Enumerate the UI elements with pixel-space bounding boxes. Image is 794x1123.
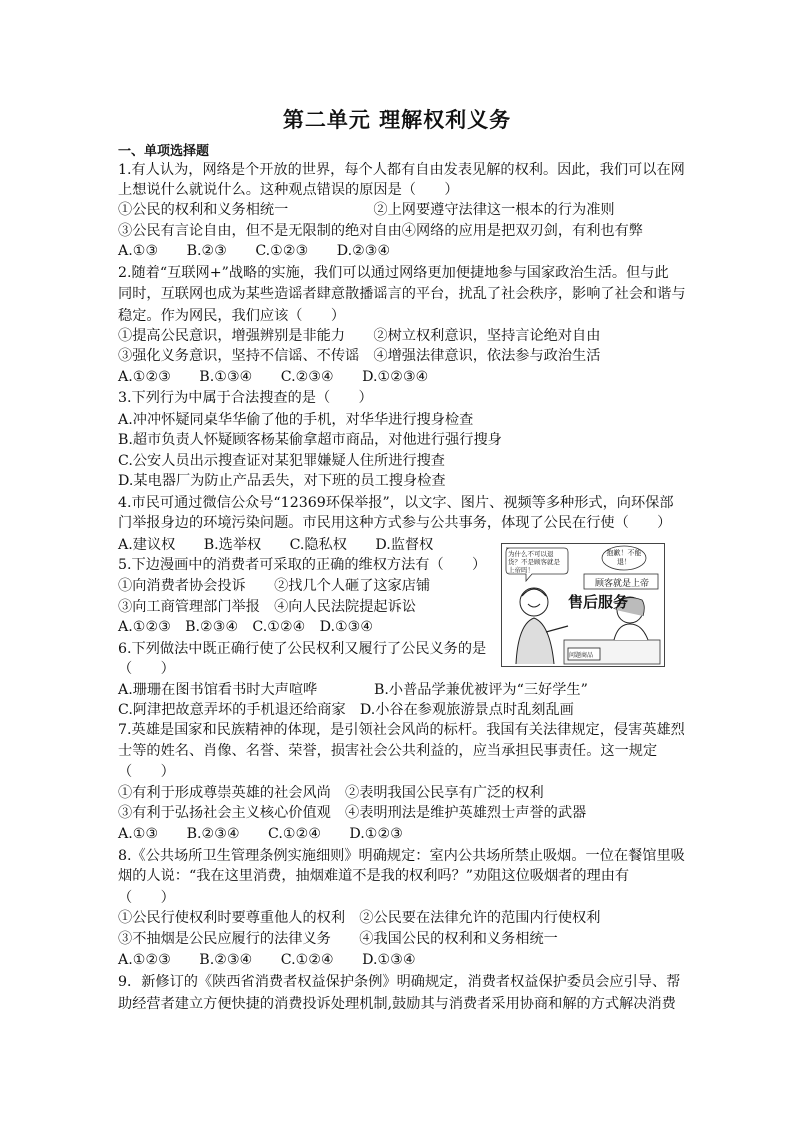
- text-line: A.①②③ B.②③④ C.①②④ D.①③④: [118, 619, 374, 635]
- text-line: 士等的姓名、肖像、名誉、荣誉，损害社会公共利益的，应当承担民事责任。这一规定: [118, 743, 658, 759]
- shop-sign: 顾客就是上帝: [594, 579, 649, 589]
- text-line: 9．新修订的《陕西省消费者权益保护条例》明确规定，消费者权益保护委员会应引导、帮: [118, 974, 681, 990]
- text-line: C.阿津把故意弄坏的手机退还给商家 D.小谷在参观旅游景点时乱刻乱画: [118, 702, 574, 718]
- text-line: 门举报身边的环境污染问题。市民用这种方式参与公共事务，体现了公民在行使（ ）: [118, 515, 672, 531]
- text-line: ③强化义务意识，坚持不信谣、不传谣 ④增强法律意识，依法参与政治生活: [118, 348, 601, 364]
- text-line: 8.《公共场所卫生管理条例实施细则》明确规定：室内公共场所禁止吸烟。一位在餐馆里吸: [118, 848, 685, 864]
- text-line: 同时，互联网也成为某些造谣者肆意散播谣言的平台，扰乱了社会秩序，影响了社会和谐与: [118, 286, 686, 302]
- text-line: A.珊珊在图书馆看书时大声喧哗 B.小普品学兼优被评为“三好学生”: [118, 682, 588, 698]
- text-line: ①有利于形成尊崇英雄的社会风尚 ②表明我国公民享有广泛的权利: [118, 785, 544, 801]
- text-line: ③不抽烟是公民应履行的法律义务 ④我国公民的权利和义务相统一: [118, 931, 558, 947]
- text-line: ③向工商管理部门举报 ④向人民法院提起诉讼: [118, 599, 416, 615]
- text-line: A.①②③ B.②③④ C.①②④ D.①③④: [118, 952, 416, 968]
- text-line: ①提高公民意识，增强辨别是非能力 ②树立权利意识，坚持言论绝对自由: [118, 328, 601, 344]
- text-line: 7.英雄是国家和民族精神的体现，是引领社会风尚的标杆。我国有关法律规定，侵害英雄烈: [118, 722, 685, 738]
- customer-speech: 为什么不可以退货？不是顾客就是上帝吗！: [508, 550, 560, 574]
- counter-sign: 售后服务: [568, 593, 629, 611]
- text-line: ①公民的权利和义务相统一 ②上网要遵守法律这一根本的行为准则: [118, 202, 615, 218]
- text-line: A.建议权 B.选举权 C.隐私权 D.监督权: [118, 537, 434, 553]
- text-line: 3.下列行为中属于合法搜查的是（ ）: [118, 390, 373, 406]
- text-line: 助经营者建立方便快捷的消费投诉处理机制,鼓励其与消费者采用协商和解的方式解决消费: [118, 996, 676, 1012]
- page-title: 第二单元 理解权利义务: [282, 107, 512, 132]
- text-line: 1.有人认为，网络是个开放的世界，每个人都有自由发表见解的权利。因此，我们可以在网: [118, 162, 685, 178]
- text-line: A.①③ B.②③ C.①②③ D.②③④: [118, 243, 391, 259]
- section-heading: 一、单项选择题: [118, 144, 210, 159]
- text-line: ③公民有言论自由，但不是无限制的绝对自由④网络的应用是把双刃剑，有利也有弊: [118, 223, 643, 239]
- text-line: 5.下边漫画中的消费者可采取的正确的维权方法有（ ）: [118, 557, 487, 573]
- package-label: 问题商品: [569, 652, 594, 659]
- text-line: ①公民行使权利时要尊重他人的权利 ②公民要在法律允许的范围内行使权利: [118, 910, 601, 926]
- text-line: 稳定。作为网民，我们应该（ ）: [118, 308, 346, 324]
- cartoon-illustration: [501, 543, 665, 667]
- text-line: 6.下列做法中既正确行使了公民权利又履行了公民义务的是: [118, 641, 487, 657]
- text-line: （ ）: [118, 661, 175, 677]
- text-line: 2.随着“互联网+”战略的实施，我们可以通过网络更加便捷地参与国家政治生活。但与此: [118, 265, 669, 281]
- text-line: D.某电器厂为防止产品丢失，对下班的员工搜身检查: [118, 473, 446, 489]
- text-line: 上想说什么就说什么。这种观点错误的原因是（ ）: [118, 182, 459, 198]
- text-line: ①向消费者协会投诉 ②找几个人砸了这家店铺: [118, 578, 431, 594]
- text-line: 烟的人说：“我在这里消费，抽烟难道不是我的权利吗？”劝阻这位吸烟者的理由有: [118, 868, 630, 884]
- text-line: A.冲冲怀疑同桌华华偷了他的手机，对华华进行搜身检查: [118, 412, 474, 428]
- text-line: C.公安人员出示搜查证对某犯罪嫌疑人住所进行搜查: [118, 453, 445, 469]
- clerk-speech: 抱歉！不能退！: [606, 549, 642, 566]
- text-line: （ ）: [118, 890, 175, 906]
- text-line: A.①③ B.②③④ C.①②④ D.①②③: [118, 826, 403, 842]
- text-line: ③有利于弘扬社会主义核心价值观 ④表明刑法是维护英雄烈士声誉的武器: [118, 805, 587, 821]
- text-line: （ ）: [118, 764, 175, 780]
- text-line: 4.市民可通过微信公众号“12369环保举报”，以文字、图片、视频等多种形式，向环保部: [118, 495, 674, 511]
- text-line: A.①②③ B.①③④ C.②③④ D.①②③④: [118, 369, 429, 385]
- text-line: B.超市负责人怀疑顾客杨某偷拿超市商品，对他进行强行搜身: [118, 432, 502, 448]
